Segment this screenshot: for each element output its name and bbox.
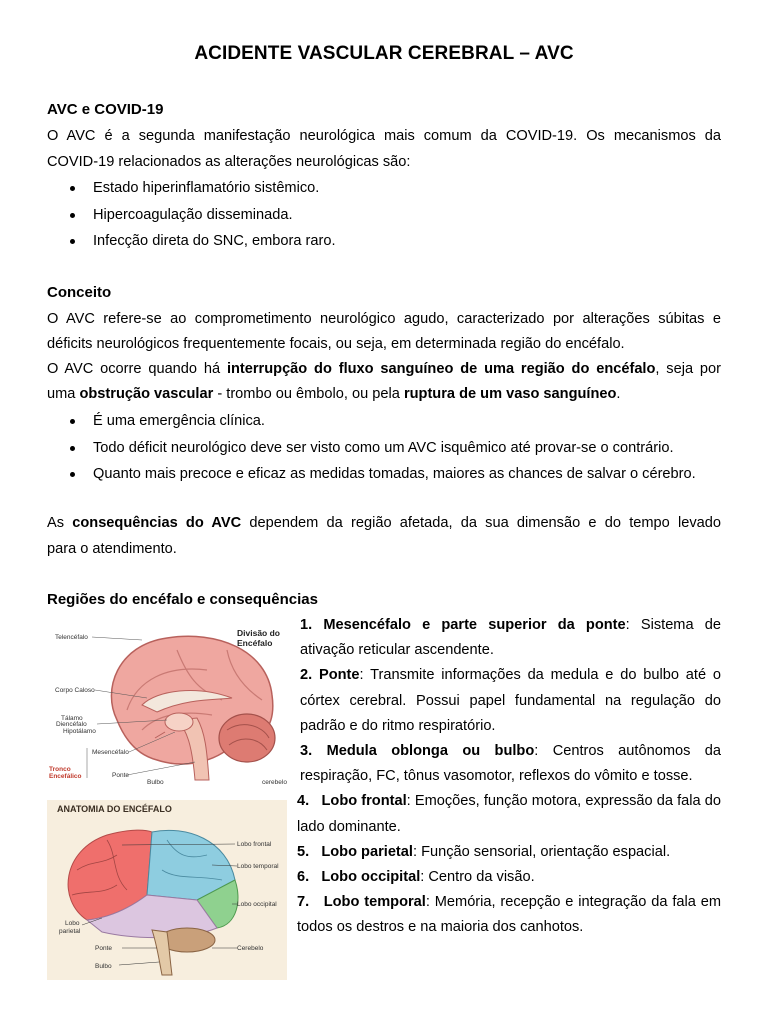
brain-lobes-illustration <box>47 800 287 980</box>
list-item: É uma emergência clínica. <box>47 408 721 435</box>
label-lobo-occipital: Lobo occipital <box>237 901 277 908</box>
label-bulbo: Bulbo <box>147 779 164 786</box>
list-item: Hipercoagulação disseminada. <box>47 202 721 229</box>
label-lobo-frontal: Lobo frontal <box>237 841 272 848</box>
list-item: 5. Lobo parietal: Função sensorial, orientação espacial. <box>297 843 671 860</box>
covid-text-line-1: O AVC é a segunda manifestação neurológica mais comum da COVID-19. Os mecanismos da <box>47 128 721 144</box>
conceito-text-line-2: déficits neurológicos frequentemente focais, ou seja, em determinada região do encéfalo. <box>47 336 625 352</box>
brain-lobes-figure <box>47 800 287 980</box>
page-title: ACIDENTE VASCULAR CEREBRAL – AVC <box>194 43 574 64</box>
bullet-icon <box>70 186 75 191</box>
label-parietal: parietal <box>59 928 81 935</box>
covid-text-line-2: COVID-19 relacionados as alterações neurológicas são: <box>47 154 411 170</box>
label-bulbo: Bulbo <box>95 963 112 970</box>
list-item: Infecção direta do SNC, embora raro. <box>47 228 721 255</box>
bullet-icon <box>70 472 75 477</box>
label-cerebelo: Cerebelo <box>237 945 264 952</box>
bullet-icon <box>70 239 75 244</box>
label-lobo-temporal: Lobo temporal <box>237 863 279 870</box>
consequencias-text-line-1: As consequências do AVC dependem da região afetada, da sua dimensão e do tempo levado <box>47 515 721 531</box>
list-item: 2. Ponte: Transmite informações da medula e do bulbo até o córtex cerebral. Possui papel fundamental na regulação do padrão e do ritmo respiratório. <box>300 667 721 734</box>
list-item: 4. Lobo frontal: Emoções, função motora, expressão da fala do lado dominante. <box>297 793 721 835</box>
bullet-icon <box>70 213 75 218</box>
regions-list <box>297 613 721 941</box>
label-mesencefalo: Mesencéfalo <box>92 749 129 756</box>
list-item: 7. Lobo temporal: Memória, recepção e integração da fala em todos os destros e na maioria dos canhotos. <box>297 894 721 936</box>
label-telencefalo: Telencéfalo <box>55 634 88 641</box>
bullet-icon <box>70 446 75 451</box>
label-corpo-caloso: Corpo Caloso <box>55 687 95 694</box>
label-talamo: Tálamo <box>61 715 83 722</box>
section-heading-covid: AVC e COVID-19 <box>47 101 164 118</box>
conceito-bullet-list <box>47 408 721 488</box>
conceito-text-line-3: O AVC ocorre quando há interrupção do fluxo sanguíneo de uma região do encéfalo, seja por <box>47 361 721 377</box>
label-encefalico: Encefálico <box>49 773 82 780</box>
label-cerebelo: cerebelo <box>262 779 287 786</box>
label-lobo: Lobo <box>65 920 80 927</box>
conceito-text-line-1: O AVC refere-se ao comprometimento neurológico agudo, caracterizado por alterações súbitas e <box>47 311 721 327</box>
list-item: Todo déficit neurológico deve ser visto como um AVC isquêmico até provar-se o contrário. <box>47 435 721 462</box>
figure-title-line-2: Encéfalo <box>237 638 273 648</box>
label-diencefalo: Diencéfalo <box>56 721 87 728</box>
consequencias-text-line-2: para o atendimento. <box>47 541 177 557</box>
figure-title-line-1: Divisão do <box>237 628 280 638</box>
label-ponte: Ponte <box>95 945 112 952</box>
list-item: 1. Mesencéfalo e parte superior da ponte: Sistema de ativação reticular ascendente. <box>300 617 721 659</box>
label-tronco: Tronco <box>49 766 71 773</box>
conceito-text-line-4: uma obstrução vascular - trombo ou êmbolo, ou pela ruptura de um vaso sanguíneo. <box>47 386 621 402</box>
figure-title: ANATOMIA DO ENCÉFALO <box>57 804 172 814</box>
section-heading-conceito: Conceito <box>47 284 112 301</box>
label-hipotalamo: Hipotálamo <box>63 728 96 735</box>
list-item: 3. Medula oblonga ou bulbo: Centros autônomos da respiração, FC, tônus vasomotor, reflexos do vômito e tosse. <box>300 743 721 785</box>
list-item: 6. Lobo occipital: Centro da visão. <box>297 869 535 886</box>
section-heading-regioes: Regiões do encéfalo e consequências <box>47 591 318 608</box>
bullet-icon <box>70 419 75 424</box>
list-item: Estado hiperinflamatório sistêmico. <box>47 175 721 202</box>
brain-division-figure <box>47 620 287 788</box>
brain-sagittal-illustration <box>47 620 287 788</box>
list-item: Quanto mais precoce e eficaz as medidas tomadas, maiores as chances de salvar o cérebro. <box>47 461 721 488</box>
label-ponte: Ponte <box>112 772 129 779</box>
covid-bullet-list <box>47 175 721 255</box>
